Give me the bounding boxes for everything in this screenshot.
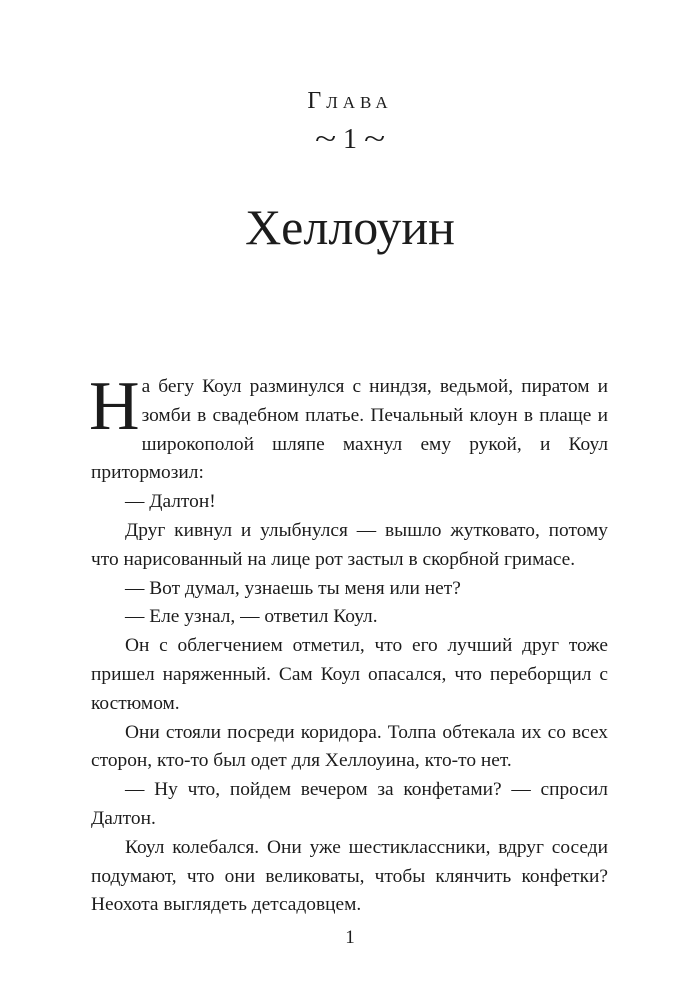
- paragraph: Он с облегчением отметил, что его лучший друг тоже пришел наряженный. Сам Коул опасался, что переборщил с костюмом.: [91, 635, 608, 714]
- chapter-body: [89, 368, 608, 920]
- tilde-ornament-left: ~: [314, 124, 337, 155]
- paragraph: На бегу Коул разминулся с ниндзя, ведьмой, пиратом и зомби в свадебном платье. Печальный клоун в плаще и широкополой шляпе махнул ему рукой, и Коул притормозил:: [89, 368, 608, 484]
- paragraph: Они стояли посреди коридора. Толпа обтекала их со всех сторон, кто-то был одет для Хеллоуина, кто-то нет.: [91, 721, 608, 772]
- paragraph: — Ну что, пойдем вечером за конфетами? — спросил Далтон.: [91, 779, 608, 829]
- paragraph: Коул колебался. Они уже шестиклассники, вдруг соседи подумают, что они великоваты, чтобы клянчить конфетки? Неохота выглядеть детсадовцем.: [91, 836, 608, 916]
- chapter-number-line: [0, 124, 700, 156]
- paragraph: — Еле узнал, — ответил Коул.: [125, 606, 378, 628]
- chapter-title: Хеллоуин: [245, 199, 455, 255]
- tilde-ornament-right: ~: [363, 124, 386, 155]
- chapter-label: Глава: [307, 88, 393, 114]
- paragraph: — Далтон!: [125, 491, 216, 513]
- page-number: 1: [345, 927, 355, 948]
- chapter-number: 1: [343, 124, 357, 155]
- paragraph: — Вот думал, узнаешь ты меня или нет?: [125, 577, 461, 599]
- drop-cap: Н: [89, 368, 140, 445]
- paragraph: Друг кивнул и улыбнулся — вышло жутковато, потому что нарисованный на лице рот застыл в скорбной гримасе.: [91, 519, 608, 570]
